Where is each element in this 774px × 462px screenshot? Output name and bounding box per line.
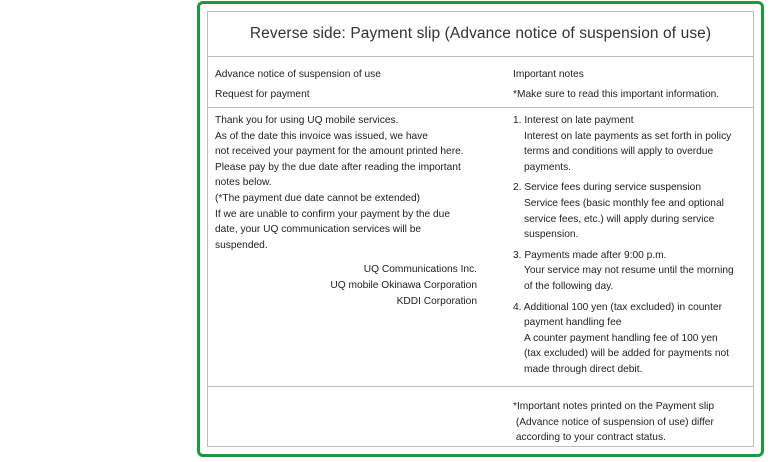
footer-line: *Important notes printed on the Payment slip [513,401,715,412]
footer-line: according to your contract status. [513,432,666,444]
footer-notes [513,399,753,446]
message-line: Please pay by the due date after reading the important [215,161,461,173]
message-line: notes below. [215,177,272,189]
note-line: suspension. [524,229,579,241]
company-name: UQ Communications Inc. [363,264,477,276]
message-line: Thank you for using UQ mobile services. [215,115,399,126]
note-line: terms and conditions will apply to overdue [524,146,714,158]
note-line: of the following day. [524,280,614,292]
footer-line: (Advance notice of suspension of use) differ [513,416,714,428]
request-label: Request for payment [215,89,310,100]
note-line: A counter payment handling fee of 100 yen [524,332,718,344]
message-line: (*The payment due date cannot be extended) [215,192,421,204]
message-line: If we are unable to confirm your payment by the due [215,208,451,220]
note-item [513,300,753,378]
read-notice: *Make sure to read this important information. [513,89,720,100]
note-item [513,248,753,295]
note-heading: 3. Payments made after 9:00 p.m. [513,249,667,261]
message-line: As of the date this invoice was issued, we have [215,130,428,142]
note-heading: 1. Interest on late payment [513,115,634,126]
footer-section [208,387,753,448]
body-section [208,108,753,387]
note-heading: 2. Service fees during service suspension [513,182,702,194]
company-name: UQ mobile Okinawa Corporation [330,279,477,291]
note-line: Interest on late payments as set forth in policy [524,130,732,142]
note-item [513,180,753,242]
slip-title: Reverse side: Payment slip (Advance notice of suspension of use) [249,25,712,42]
message-line: date, your UQ communication services will be [215,224,422,236]
highlight-frame [197,1,764,457]
header-section [208,57,753,108]
note-line: Your service may not resume until the morning [524,265,734,277]
note-line: payments. [524,161,571,173]
important-notes-label: Important notes [513,69,584,80]
notice-label: Advance notice of suspension of use [215,69,381,80]
notes-column [513,113,753,383]
payment-slip [207,11,754,447]
note-item [513,113,753,175]
note-line: Service fees (basic monthly fee and optional [524,197,724,209]
note-heading: 4. Additional 100 yen (tax excluded) in counter [513,301,722,313]
note-line: made through direct debit. [524,363,643,375]
company-list [215,262,477,309]
note-line: payment handling fee [524,317,622,329]
message-line: not received your payment for the amount printed here. [215,146,464,158]
message-column [215,113,477,309]
note-line: service fees, etc.) will apply during service [524,213,715,225]
company-name: KDDI Corporation [396,295,477,307]
title-bar [208,12,753,57]
message-line: suspended. [215,239,268,251]
note-line: (tax excluded) will be added for payments not [524,348,729,360]
